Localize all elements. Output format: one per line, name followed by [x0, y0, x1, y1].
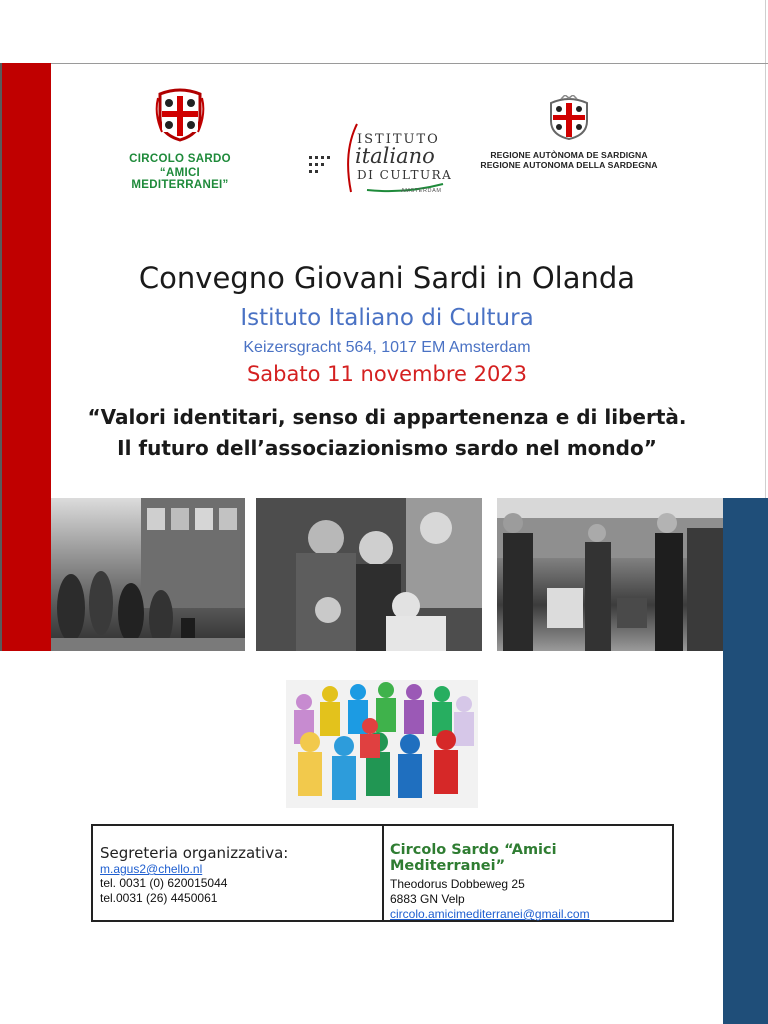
secretariat-email-link[interactable]: m.agus2@chello.nl: [100, 862, 203, 876]
regione-logo-line2: REGIONE AUTONOMA DELLA SARDEGNA: [480, 160, 658, 170]
iic-dots-icon: [309, 156, 335, 174]
iic-line2: italiano: [355, 144, 435, 168]
iic-line3: DI CULTURA: [357, 168, 453, 182]
photo-train-platform: [51, 498, 245, 651]
circolo-contact-title: Circolo Sardo “Amici Mediterranei”: [390, 842, 557, 874]
regione-logo-line1: REGIONE AUTÒNOMA DE SARDIGNA: [490, 150, 648, 160]
event-address: Keizersgracht 564, 1017 EM Amsterdam: [243, 339, 531, 356]
event-quote-line2: Il futuro dell’associazionismo sardo nel mondo”: [117, 436, 657, 460]
event-quote-line1: “Valori identitari, senso di appartenenza e di libertà.: [87, 405, 687, 429]
event-title: Convegno Giovani Sardi in Olanda: [138, 261, 636, 295]
secretariat-phone-1: tel. 0031 (0) 620015044: [100, 876, 228, 890]
regione-sardegna-logo: [476, 95, 662, 170]
departing-crowd-image: [497, 498, 723, 651]
secretariat-phone-2: tel.0031 (26) 4450061: [100, 891, 218, 905]
red-side-bar: [0, 63, 51, 651]
photo-train-window-family: [256, 498, 482, 651]
circolo-logo-line2: “AMICI MEDITERRANEI”: [131, 167, 229, 191]
circolo-logo-line1: CIRCOLO SARDO: [129, 153, 231, 165]
header-divider: [0, 63, 768, 64]
sardinia-crest-icon: [154, 88, 206, 142]
regione-crest-icon: [547, 95, 591, 141]
event-venue: Istituto Italiano di Cultura: [240, 305, 534, 331]
iic-line1: ISTITUTO: [357, 132, 440, 147]
historic-photos-strip: [51, 498, 723, 651]
circolo-city: 6883 GN Velp: [390, 892, 465, 906]
circolo-street: Theodorus Dobbeweg 25: [390, 877, 525, 891]
circolo-contact-cell: [384, 826, 672, 920]
event-date: Sabato 11 novembre 2023: [246, 362, 528, 386]
train-window-family-image: [256, 498, 482, 651]
organizing-secretariat-cell: [93, 826, 384, 920]
circolo-sardo-logo: [110, 88, 250, 191]
photo-departing-crowd: [497, 498, 723, 651]
circolo-email-link[interactable]: circolo.amicimediterranei@gmail.com: [390, 907, 590, 921]
blue-side-bar: [723, 498, 768, 1024]
contacts-table: [91, 824, 674, 922]
istituto-italiano-logo: [305, 118, 455, 200]
train-platform-image: [51, 498, 245, 651]
secretariat-title: Segreteria organizzativa:: [100, 844, 289, 862]
paper-people-circle-image: [286, 680, 478, 808]
iic-line4: AMSTERDAM: [401, 188, 442, 194]
